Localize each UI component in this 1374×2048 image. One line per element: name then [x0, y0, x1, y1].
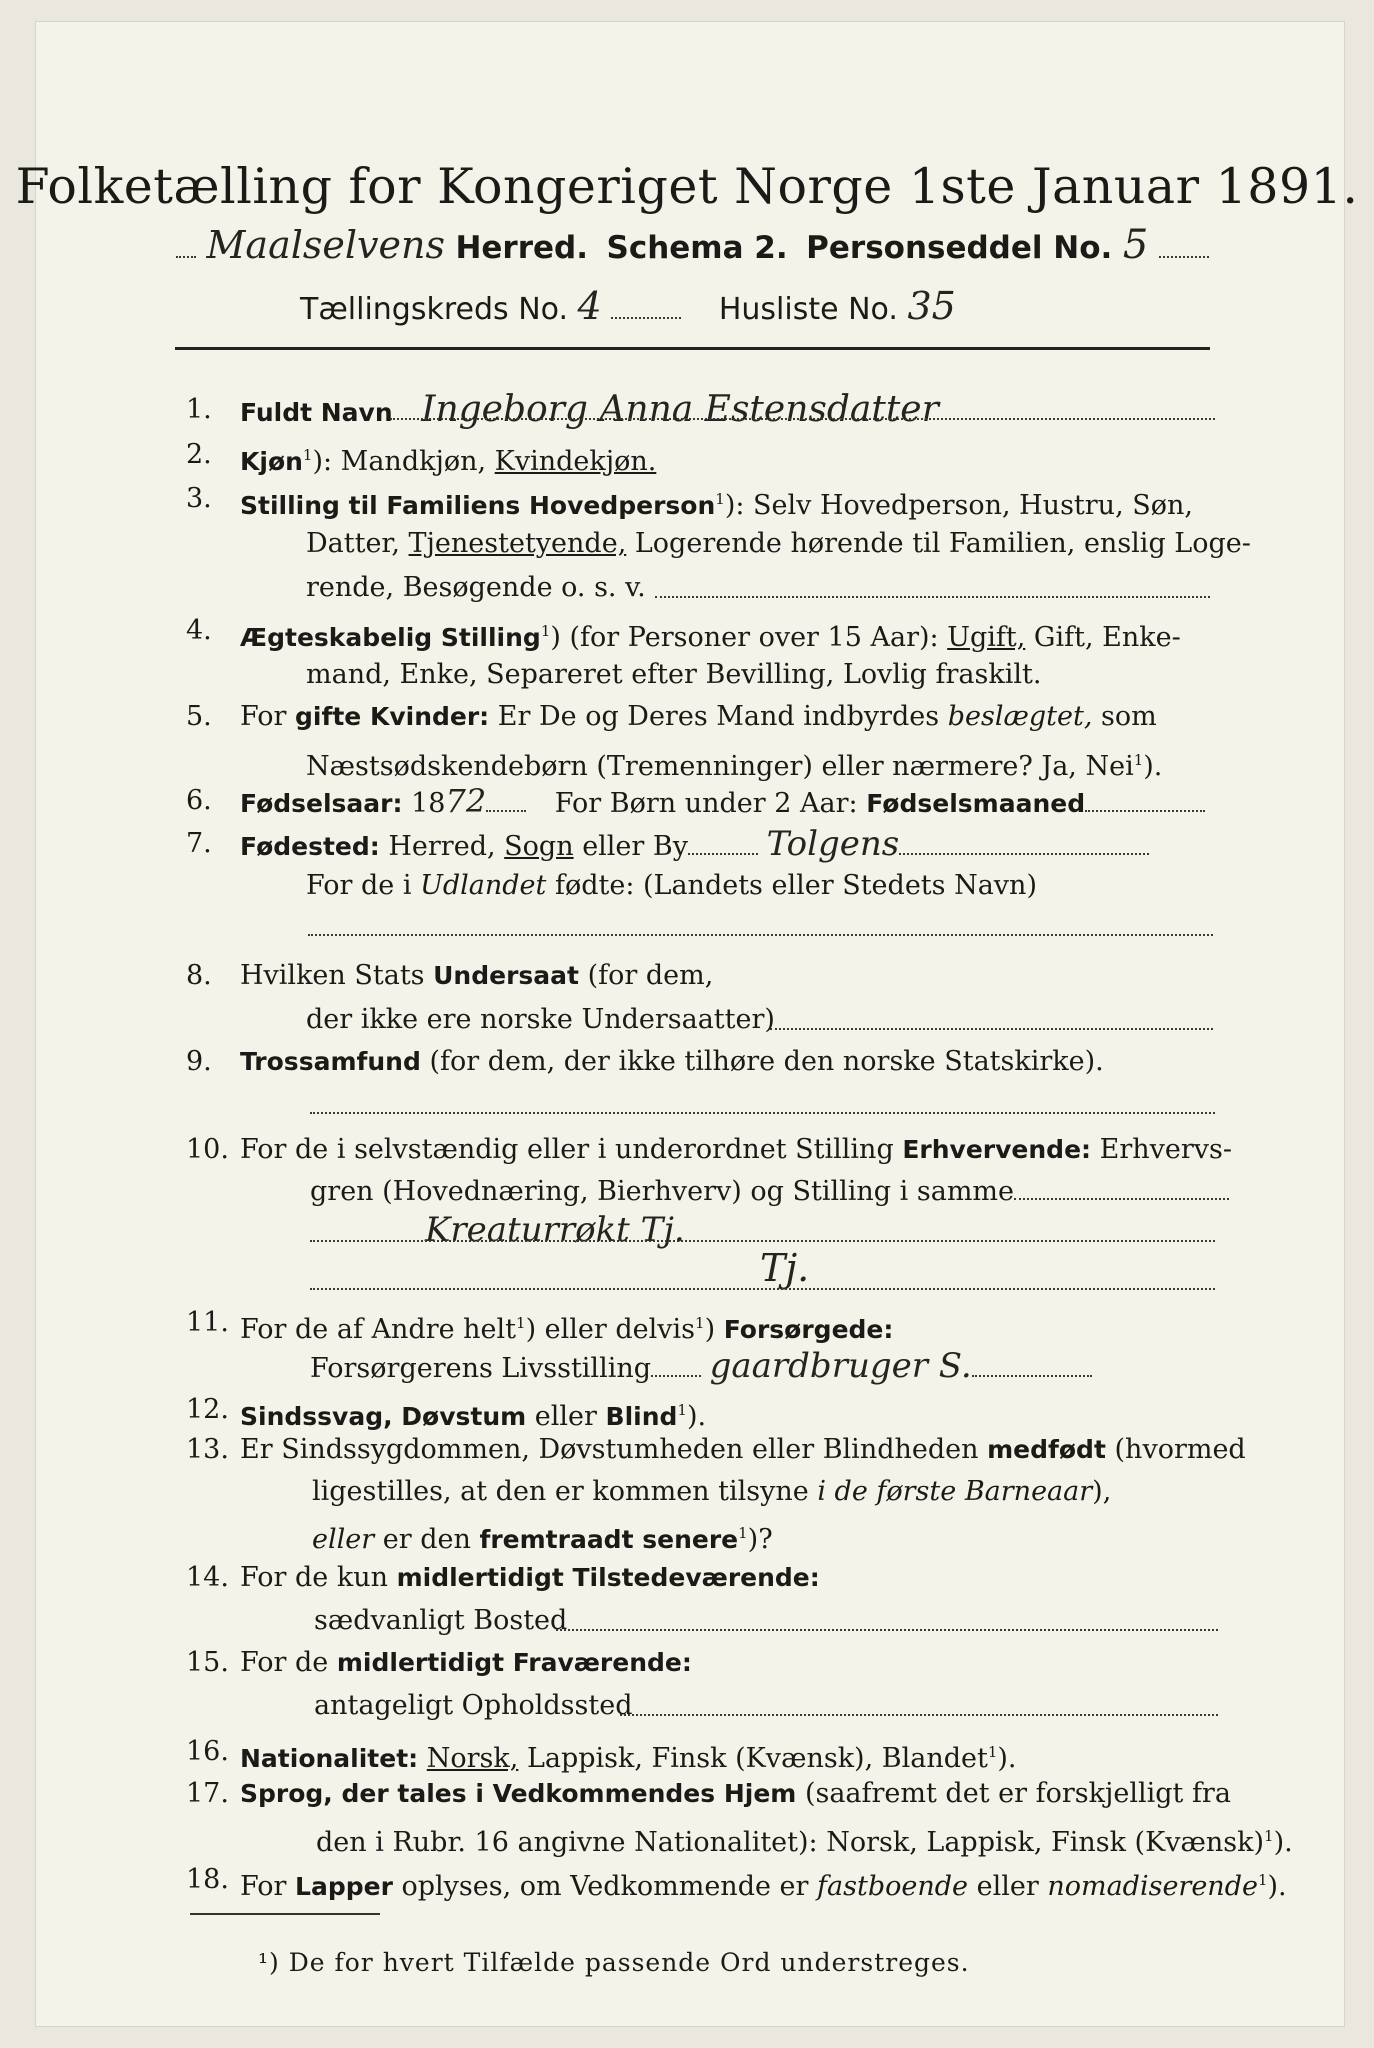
- dotted-line: [310, 1112, 1215, 1114]
- item-number: 3.: [186, 483, 212, 514]
- lapp-text: nomadiserende: [1047, 1871, 1258, 1902]
- footnote-rule: [190, 1913, 380, 1915]
- citizenship-text: der ikke ere norske Undersaatter): [306, 1004, 775, 1035]
- temp-present-label: midlertidigt Tilstedeværende:: [396, 1563, 820, 1592]
- item-number: 16.: [186, 1736, 229, 1767]
- position-text: rende, Besøgende o. s. v.: [306, 572, 646, 603]
- birthplace-text: Herred,: [388, 831, 496, 862]
- religion-label: Trossamfund: [240, 1047, 421, 1076]
- item-number: 6.: [186, 785, 212, 816]
- position-line-1: ): Selv Hovedperson, Hustru, Søn,: [724, 490, 1193, 521]
- married-label: gifte Kvinder:: [295, 702, 490, 731]
- sex-selected: Kvindekjøn.: [494, 446, 657, 477]
- kreds-label: Tællingskreds No.: [300, 292, 568, 327]
- lapp-text: oplyses, om Vedkommende er: [401, 1871, 809, 1902]
- position-selected: Tjenestetyende,: [408, 528, 627, 559]
- position-text: Logerende hørende til Familien, enslig Loge-: [634, 528, 1251, 559]
- dotted-line: [655, 596, 1210, 598]
- birthplace-text: Udlandet: [420, 870, 547, 901]
- occupation-value: Kreaturrøkt Tj.: [425, 1210, 685, 1250]
- occupation-text: gren (Hovednæring, Bierhverv) og Stilling i samme: [310, 1176, 1015, 1207]
- herred-value: Maalselvens: [206, 223, 445, 267]
- marital-text: Gift, Enke-: [1033, 622, 1181, 653]
- name-value: Ingeborg Anna Estensdatter: [421, 389, 939, 430]
- herred-line: [176, 222, 1209, 268]
- item-number: 12.: [186, 1394, 229, 1425]
- lapp-text: eller: [976, 1871, 1039, 1902]
- footnote-mark: 1: [302, 446, 313, 464]
- item-number: 5.: [186, 701, 212, 732]
- item-number: 9.: [186, 1046, 212, 1077]
- birthplace-label: Fødested:: [240, 832, 380, 861]
- birthplace-value: Tolgens: [766, 824, 900, 864]
- temp-absent-text: For de: [240, 1647, 329, 1678]
- kreds-value: 4: [577, 284, 602, 328]
- lapp-label: Lapper: [295, 1872, 393, 1901]
- name-dotted-line: [390, 418, 1215, 420]
- language-label: Sprog, der tales i Vedkommendes Hjem: [240, 1779, 797, 1808]
- marital-text: mand, Enke, Separeret efter Bevilling, Lovlig fraskilt.: [306, 659, 1042, 690]
- position-label: Stilling til Familiens Hovedperson: [240, 491, 716, 520]
- married-text: Er De og Deres Mand indbyrdes: [497, 701, 940, 732]
- temp-absent-label: midlertidigt Fraværende:: [336, 1648, 692, 1677]
- disability-text: eller: [534, 1401, 597, 1432]
- congenital-label: fremtraadt senere: [479, 1525, 739, 1554]
- sex-options: ): Mandkjøn,: [312, 446, 487, 477]
- dotted-line: [620, 1714, 1218, 1716]
- congenital-text: i de første Barneaar: [817, 1476, 1093, 1507]
- item-number: 7.: [186, 828, 212, 859]
- temp-present-text: For de kun: [240, 1562, 388, 1593]
- disability-label: Sindssvag, Døvstum: [240, 1402, 527, 1431]
- husliste-label: Husliste No.: [718, 292, 898, 327]
- dotted-line: [310, 1288, 1215, 1290]
- temp-absent-text: antageligt Opholdssted: [314, 1690, 633, 1721]
- lapp-text: For: [240, 1871, 287, 1902]
- birthplace-selected: Sogn: [504, 831, 574, 862]
- item-number: 14.: [186, 1562, 229, 1593]
- birthyear-value: 72: [445, 782, 487, 820]
- personseddel-value: 5: [1122, 222, 1149, 268]
- congenital-text: ligestilles, at den er kommen tilsyne: [312, 1476, 809, 1507]
- item-number: 10.: [186, 1134, 229, 1165]
- language-text: (saafremt det er forskjelligt fra: [804, 1778, 1231, 1809]
- birthplace-text: For de i: [306, 870, 412, 901]
- disability-label: Blind: [605, 1402, 678, 1431]
- occupation-label: Erhvervende:: [902, 1135, 1092, 1164]
- sex-label: Kjøn: [240, 447, 303, 476]
- husliste-value: 35: [907, 284, 956, 328]
- married-text: beslægtet,: [947, 701, 1093, 732]
- item-number: 8.: [186, 960, 212, 991]
- item-number: 11.: [186, 1307, 229, 1338]
- schema-label: Schema 2.: [606, 230, 788, 266]
- item-number: 4.: [186, 615, 212, 646]
- item-number: 2.: [186, 439, 212, 470]
- congenital-text: er den: [382, 1524, 471, 1555]
- lapp-text: fastboende: [817, 1871, 968, 1902]
- supporter-text: Forsørgerens Livsstilling: [310, 1353, 652, 1384]
- header-rule: [175, 347, 1210, 350]
- herred-label: Herred.: [455, 230, 588, 266]
- supported-label: Forsørgede:: [723, 1315, 894, 1344]
- personseddel-label: Personseddel No.: [806, 230, 1113, 266]
- occupation-value-2: Tj.: [760, 1246, 810, 1290]
- religion-text: (for dem, der ikke tilhøre den norske Statskirke).: [429, 1046, 1104, 1077]
- supported-text: For de af Andre helt: [240, 1314, 517, 1345]
- item-number: 1.: [186, 394, 212, 425]
- temp-present-text: sædvanligt Bosted: [314, 1605, 568, 1636]
- nationality-selected: Norsk,: [426, 1743, 519, 1774]
- footnote-text: ¹) De for hvert Tilfælde passende Ord understreges.: [258, 1948, 970, 1977]
- form-title: Folketælling for Kongeriget Norge 1ste Januar 1891.: [15, 158, 1359, 215]
- citizenship-text: Hvilken Stats: [240, 960, 425, 991]
- birthmonth-text: For Børn under 2 Aar:: [554, 788, 858, 819]
- item-number: 17.: [186, 1778, 229, 1809]
- birthplace-text: eller By: [582, 831, 688, 862]
- dotted-line: [770, 1028, 1213, 1030]
- dotted-line: [556, 1629, 1218, 1631]
- congenital-text: Er Sindssygdommen, Døvstumheden eller Blindheden: [240, 1434, 979, 1465]
- nationality-text: Lappisk, Finsk (Kvænsk), Blandet: [526, 1743, 988, 1774]
- occupation-text: Erhvervs-: [1099, 1134, 1233, 1165]
- congenital-text: eller: [312, 1524, 375, 1555]
- language-text: den i Rubr. 16 angivne Nationalitet): Norsk, Lappisk, Finsk (Kvænsk): [316, 1827, 1265, 1858]
- citizenship-label: Undersaat: [433, 961, 579, 990]
- birthmonth-label: Fødselsmaaned: [866, 789, 1086, 818]
- marital-selected: Ugift,: [947, 622, 1026, 653]
- dotted-line: [308, 934, 1213, 936]
- congenital-text: (hvormed: [1114, 1434, 1246, 1465]
- position-text: Datter,: [306, 528, 400, 559]
- kreds-line: [300, 284, 956, 328]
- married-text: som: [1101, 701, 1157, 732]
- married-text: For: [240, 701, 287, 732]
- birthyear-label: Fødselsaar:: [240, 789, 403, 818]
- item-number: 18.: [186, 1864, 229, 1895]
- supporter-value: gaardbruger S.: [709, 1346, 972, 1386]
- marital-label: Ægteskabelig Stilling: [240, 623, 541, 652]
- item-number: 13.: [186, 1434, 229, 1465]
- citizenship-text: (for dem,: [587, 960, 714, 991]
- item-number: 15.: [186, 1647, 229, 1678]
- dotted-line: [310, 1240, 1215, 1242]
- occupation-text: For de i selvstændig eller i underordnet Stilling: [240, 1134, 894, 1165]
- name-label: Fuldt Navn: [240, 398, 393, 427]
- birthplace-text: fødte: (Landets eller Stedets Navn): [554, 870, 1037, 901]
- birthyear-prefix: 18: [411, 788, 446, 819]
- nationality-label: Nationalitet:: [240, 1744, 419, 1773]
- marital-text: ) (for Personer over 15 Aar):: [550, 622, 939, 653]
- married-text: Næstsødskendebørn (Tremenninger) eller nærmere? Ja, Nei: [306, 751, 1134, 782]
- congenital-label: medfødt: [987, 1435, 1106, 1464]
- supported-text: ) eller delvis: [525, 1314, 696, 1345]
